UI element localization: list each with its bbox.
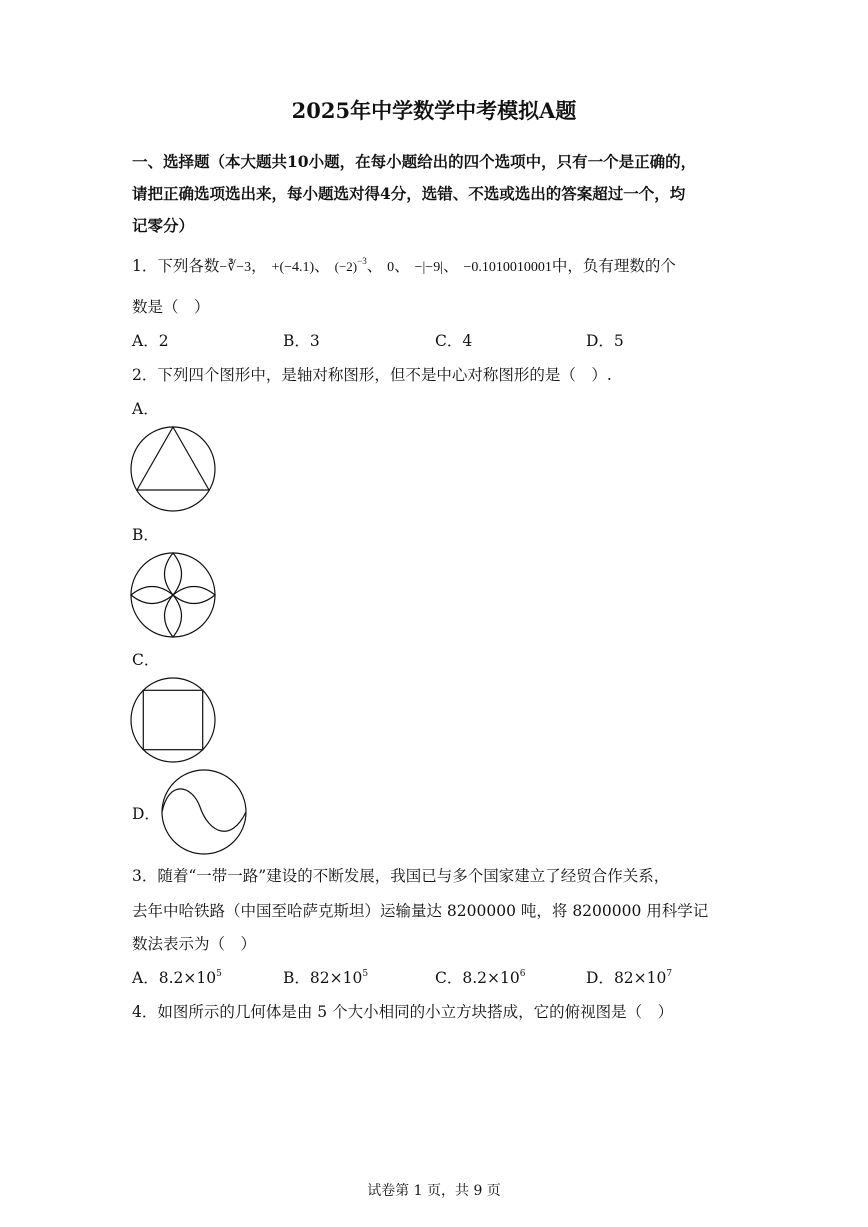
section-instructions-line-3: 记零分） bbox=[132, 216, 195, 235]
section-instructions-line-1: 一、选择题（本大题共10小题，在每小题给出的四个选项中，只有一个是正确的， bbox=[132, 152, 697, 171]
q1-option-a[interactable]: A．2 bbox=[132, 332, 169, 350]
q1-term-cube-root: −∛−3 bbox=[219, 260, 252, 275]
q1-option-c[interactable]: C．4 bbox=[435, 332, 473, 350]
q2-figure-b-circle-petals bbox=[128, 550, 220, 642]
q2-figure-a-circle-triangle bbox=[128, 424, 220, 516]
q2-option-a-label[interactable]: A． bbox=[132, 400, 159, 418]
question-3-line-2: 去年中哈铁路（中国至哈萨克斯坦）运输量达 8200000 吨，将 8200000 用科学记 bbox=[132, 902, 709, 920]
q1-suffix: 中，负有理数的个 bbox=[551, 257, 676, 275]
q3-option-a[interactable]: A．$8.2\times 10^5$ bbox=[132, 969, 222, 987]
q1-sep: 、 bbox=[394, 257, 410, 275]
question-3-line-1: 3．随着“一带一路”建设的不断发展，我国已与多个国家建立了经贸合作关系， bbox=[132, 867, 670, 885]
section-instructions-line-2: 请把正确选项选出来，每小题选对得4分，选错、不选或选出的答案超过一个，均 bbox=[132, 184, 686, 203]
page-footer: 试卷第 1 页，共 9 页 bbox=[367, 1183, 501, 1199]
q1-sep: 、 bbox=[366, 257, 383, 275]
q2-option-c-label[interactable]: C． bbox=[132, 651, 160, 669]
q1-term-plus-neg: +(−4.1) bbox=[271, 260, 315, 275]
q1-term-power: $(-2)^{-3}$ bbox=[334, 256, 367, 274]
page-title: 2025年中学数学中考模拟A题 bbox=[291, 98, 577, 123]
q3-option-b[interactable]: B．$82\times 10^5$ bbox=[283, 969, 369, 987]
q1-sep: 、 bbox=[314, 257, 330, 275]
question-2-stem: 2．下列四个图形中，是轴对称图形，但不是中心对称图形的是（ ）. bbox=[132, 366, 612, 384]
question-3-line-3: 数法表示为（ ） bbox=[132, 935, 257, 953]
q1-sep: 、 bbox=[443, 257, 459, 275]
q2-figure-d-circle-s-curve bbox=[159, 767, 251, 859]
q1-prefix: 1．下列各数 bbox=[132, 257, 220, 275]
q2-option-b-label[interactable]: B． bbox=[132, 526, 159, 544]
q2-figure-c-circle-square bbox=[128, 675, 220, 767]
q1-term-decimal: −0.1010010001 bbox=[463, 260, 552, 275]
q3-option-d[interactable]: D．$82\times 10^7$ bbox=[586, 969, 673, 987]
q1-option-d[interactable]: D．5 bbox=[586, 332, 624, 350]
question-1-line-1 bbox=[132, 254, 676, 276]
q1-sep: ， bbox=[251, 257, 267, 275]
question-4-stem: 4．如图所示的几何体是由 5 个大小相同的小立方块搭成，它的俯视图是（ ） bbox=[132, 1003, 674, 1021]
q1-term-abs: −|−9| bbox=[414, 260, 444, 275]
q1-term-zero: 0 bbox=[387, 260, 395, 275]
q3-option-c[interactable]: C．$8.2\times 10^6$ bbox=[435, 969, 526, 987]
q2-option-d-label[interactable]: D． bbox=[132, 805, 160, 823]
q1-option-b[interactable]: B．3 bbox=[283, 332, 320, 350]
question-1-line-2: 数是（ ） bbox=[132, 298, 210, 316]
